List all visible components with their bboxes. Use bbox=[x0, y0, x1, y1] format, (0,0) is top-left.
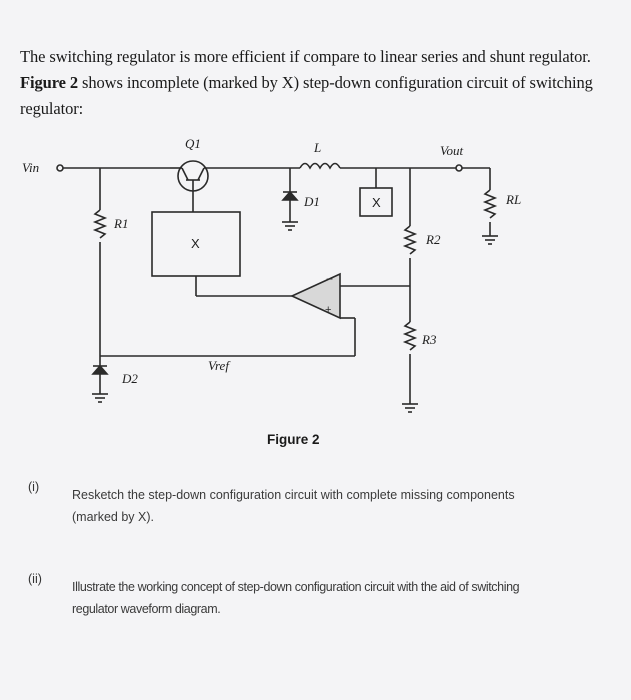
label-l: L bbox=[314, 140, 322, 155]
label-d1: D1 bbox=[304, 194, 320, 209]
label-q1: Q1 bbox=[185, 136, 201, 151]
intro-text-part1: The switching regulator is more efficient if compare to linear series and shunt regulator. bbox=[20, 47, 591, 66]
svg-text:+: + bbox=[325, 304, 332, 316]
label-vin: Vin bbox=[22, 160, 40, 175]
figure-caption: Figure 2 bbox=[267, 432, 320, 447]
figure-reference: Figure 2 bbox=[20, 73, 79, 92]
question-2-line2: regulator waveform diagram. bbox=[72, 602, 221, 616]
question-1-label: (i) bbox=[28, 480, 40, 494]
r1-resistor bbox=[95, 210, 105, 238]
label-r1: R1 bbox=[114, 216, 129, 231]
label-r3: R3 bbox=[422, 332, 437, 347]
label-x-control: X bbox=[191, 236, 200, 251]
question-2-text bbox=[72, 576, 612, 620]
circuit-diagram bbox=[0, 130, 631, 430]
label-rl: RL bbox=[506, 192, 522, 207]
inductor-l bbox=[300, 164, 340, 169]
vout-terminal bbox=[456, 165, 462, 171]
vin-terminal bbox=[57, 165, 63, 171]
question-1-line1: Resketch the step-down configuration circuit with complete missing components bbox=[72, 488, 515, 502]
label-vref: Vref bbox=[208, 358, 229, 373]
question-1-text bbox=[72, 484, 612, 528]
r3-resistor bbox=[405, 322, 415, 350]
label-d2: D2 bbox=[122, 371, 138, 386]
label-vout: Vout bbox=[440, 143, 464, 158]
rl-resistor bbox=[485, 190, 495, 218]
svg-text:−: − bbox=[326, 272, 334, 286]
label-x-output: X bbox=[372, 195, 381, 210]
label-r2: R2 bbox=[426, 232, 441, 247]
intro-paragraph bbox=[20, 44, 615, 122]
question-2-line1: Illustrate the working concept of step-down configuration circuit with the aid of switching bbox=[72, 580, 520, 594]
question-1-line2: (marked by X). bbox=[72, 510, 154, 524]
intro-text-part2: shows incomplete (marked by X) step-down configuration circuit of switching regulator: bbox=[20, 73, 593, 118]
d2-zener-symbol bbox=[93, 366, 107, 374]
question-2-label: (ii) bbox=[28, 572, 42, 586]
r2-resistor bbox=[405, 226, 415, 254]
